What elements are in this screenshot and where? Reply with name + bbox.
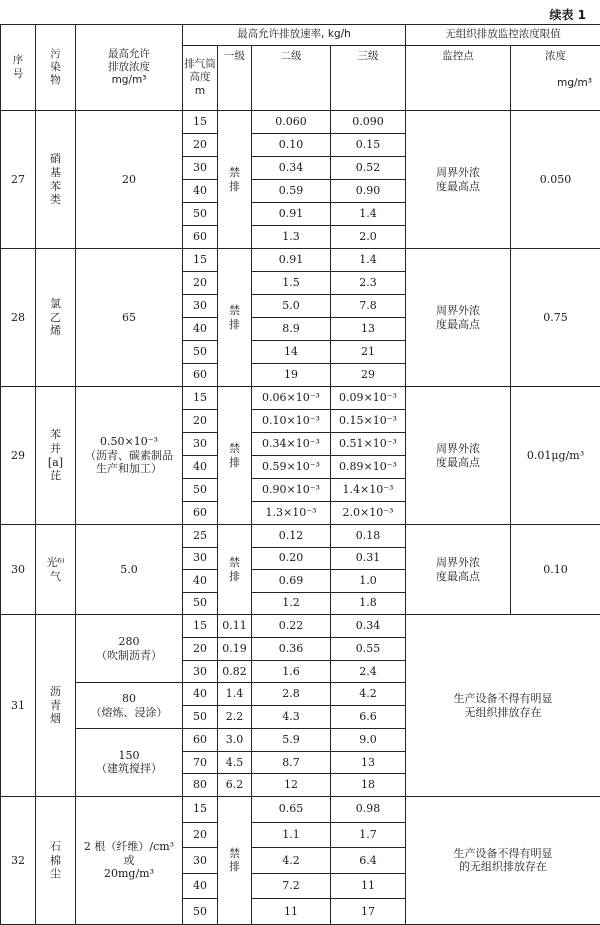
grade3-value: 0.90	[331, 180, 406, 203]
stack-height: 30	[183, 660, 218, 683]
grade1-value: 0.82	[218, 660, 252, 683]
grade3-value: 4.2	[331, 683, 406, 706]
grade3-value: 29	[331, 364, 406, 387]
grade2-value: 0.90×10⁻³	[252, 479, 331, 502]
grade3-value: 11	[331, 873, 406, 899]
table-row	[1, 111, 600, 134]
stack-height: 40	[183, 180, 218, 203]
row-seq: 29	[1, 387, 36, 525]
row-max-conc: 20	[76, 111, 183, 249]
grade1-banned: 禁 排	[218, 387, 252, 525]
grade2-value: 0.59	[252, 180, 331, 203]
emission-standard-table	[0, 24, 600, 925]
grade2-value: 5.9	[252, 728, 331, 751]
grade3-value: 0.15	[331, 134, 406, 157]
monitor-point: 周界外浓 度最高点	[406, 111, 511, 249]
stack-height: 15	[183, 249, 218, 272]
grade3-value: 0.34	[331, 615, 406, 638]
grade1-value: 3.0	[218, 728, 252, 751]
stack-height: 60	[183, 364, 218, 387]
grade3-value: 0.18	[331, 525, 406, 548]
fugitive-note: 生产设备不得有明显 的无组织排放存在	[406, 797, 600, 925]
header-grade3: 三级	[331, 46, 406, 111]
stack-height: 30	[183, 295, 218, 318]
grade3-value: 0.52	[331, 157, 406, 180]
grade1-banned: 禁 排	[218, 111, 252, 249]
grade3-value: 2.3	[331, 272, 406, 295]
grade2-value: 0.34×10⁻³	[252, 433, 331, 456]
stack-height: 20	[183, 822, 218, 848]
header-seq: 序 号	[1, 25, 36, 111]
grade2-value: 1.3×10⁻³	[252, 502, 331, 525]
row-pollutant: 石 棉 尘	[36, 797, 76, 925]
grade3-value: 0.090	[331, 111, 406, 134]
grade3-value: 13	[331, 318, 406, 341]
grade3-value: 0.09×10⁻³	[331, 387, 406, 410]
grade2-value: 0.65	[252, 797, 331, 823]
stack-height: 15	[183, 111, 218, 134]
grade3-value: 6.4	[331, 848, 406, 874]
grade2-value: 0.91	[252, 249, 331, 272]
stack-height: 80	[183, 774, 218, 797]
row-pollutant: 硝 基 苯 类	[36, 111, 76, 249]
grade2-value: 12	[252, 774, 331, 797]
grade1-banned: 禁 排	[218, 525, 252, 615]
grade3-value: 1.4×10⁻³	[331, 479, 406, 502]
stack-height: 40	[183, 570, 218, 593]
grade2-value: 1.6	[252, 660, 331, 683]
grade2-value: 8.9	[252, 318, 331, 341]
header-conc-label: 浓度	[511, 50, 600, 63]
grade2-value: 0.10×10⁻³	[252, 410, 331, 433]
row-max-conc-item: 80 （熔炼、浸涂）	[76, 683, 183, 729]
monitor-point: 周界外浓 度最高点	[406, 249, 511, 387]
header-monitor: 监控点	[406, 46, 511, 111]
row-pollutant: 沥 青 烟	[36, 615, 76, 797]
stack-height: 40	[183, 873, 218, 899]
grade2-value: 0.91	[252, 203, 331, 226]
grade3-value: 2.0×10⁻³	[331, 502, 406, 525]
continued-label: 续表 1	[549, 6, 586, 23]
grade3-value: 9.0	[331, 728, 406, 751]
row-seq: 30	[1, 525, 36, 615]
stack-height: 60	[183, 226, 218, 249]
grade1-banned: 禁 排	[218, 797, 252, 925]
stack-height: 30	[183, 433, 218, 456]
grade2-value: 0.34	[252, 157, 331, 180]
fugitive-conc: 0.050	[511, 111, 600, 249]
header-pollutant: 污 染 物	[36, 25, 76, 111]
row-pollutant: 氯 乙 烯	[36, 249, 76, 387]
grade2-value: 1.2	[252, 592, 331, 615]
header-conc	[511, 46, 600, 111]
grade3-value: 0.51×10⁻³	[331, 433, 406, 456]
stack-height: 60	[183, 502, 218, 525]
row-max-conc: 2 根（纤维）/cm³ 或 20mg/m³	[76, 797, 183, 925]
grade3-value: 7.8	[331, 295, 406, 318]
row-max-conc-item: 280 （吹制沥青）	[76, 615, 183, 683]
grade1-value: 0.19	[218, 637, 252, 660]
table-row	[1, 387, 600, 410]
grade2-value: 2.8	[252, 683, 331, 706]
grade2-value: 11	[252, 899, 331, 925]
stack-height: 40	[183, 456, 218, 479]
stack-height: 60	[183, 728, 218, 751]
grade2-value: 19	[252, 364, 331, 387]
row-seq: 31	[1, 615, 36, 797]
table-row	[1, 249, 600, 272]
stack-height: 20	[183, 410, 218, 433]
grade3-value: 0.89×10⁻³	[331, 456, 406, 479]
row-seq: 27	[1, 111, 36, 249]
grade2-value: 0.69	[252, 570, 331, 593]
grade2-value: 5.0	[252, 295, 331, 318]
header-rate: 最高允许排放速率, kg/h	[183, 25, 406, 46]
header-max-conc: 最高允许 排放浓度 mg/m³	[76, 25, 183, 111]
fugitive-conc: 0.01μg/m³	[511, 387, 600, 525]
grade2-value: 0.12	[252, 525, 331, 548]
grade1-value: 1.4	[218, 683, 252, 706]
stack-height: 50	[183, 479, 218, 502]
fugitive-conc: 0.10	[511, 525, 600, 615]
table-row	[1, 615, 600, 638]
grade2-value: 8.7	[252, 751, 331, 774]
stack-height: 25	[183, 525, 218, 548]
grade3-value: 13	[331, 751, 406, 774]
grade3-value: 17	[331, 899, 406, 925]
grade1-value: 6.2	[218, 774, 252, 797]
stack-height: 50	[183, 706, 218, 729]
grade2-value: 1.1	[252, 822, 331, 848]
grade3-value: 21	[331, 341, 406, 364]
grade2-value: 0.10	[252, 134, 331, 157]
grade1-value: 4.5	[218, 751, 252, 774]
stack-height: 20	[183, 134, 218, 157]
stack-height: 15	[183, 615, 218, 638]
stack-height: 40	[183, 318, 218, 341]
grade2-value: 1.3	[252, 226, 331, 249]
header-stack-height: 排气筒 高度 m	[183, 46, 218, 111]
grade3-value: 0.15×10⁻³	[331, 410, 406, 433]
grade3-value: 1.7	[331, 822, 406, 848]
table-row	[1, 797, 600, 823]
grade3-value: 1.0	[331, 570, 406, 593]
stack-height: 50	[183, 203, 218, 226]
monitor-point: 周界外浓 度最高点	[406, 387, 511, 525]
stack-height: 50	[183, 592, 218, 615]
header-fugitive: 无组织排放监控浓度限值	[406, 25, 600, 46]
row-max-conc: 65	[76, 249, 183, 387]
stack-height: 15	[183, 797, 218, 823]
fugitive-note: 生产设备不得有明显 无组织排放存在	[406, 615, 600, 797]
stack-height: 20	[183, 637, 218, 660]
grade2-value: 7.2	[252, 873, 331, 899]
grade3-value: 1.4	[331, 249, 406, 272]
grade1-value: 0.11	[218, 615, 252, 638]
header-grade2: 二级	[252, 46, 331, 111]
grade3-value: 0.98	[331, 797, 406, 823]
grade2-value: 14	[252, 341, 331, 364]
grade3-value: 2.4	[331, 660, 406, 683]
header-grade1: 一级	[218, 46, 252, 111]
stack-height: 30	[183, 848, 218, 874]
grade3-value: 6.6	[331, 706, 406, 729]
monitor-point: 周界外浓 度最高点	[406, 525, 511, 615]
stack-height: 15	[183, 387, 218, 410]
stack-height: 70	[183, 751, 218, 774]
grade2-value: 0.06×10⁻³	[252, 387, 331, 410]
row-seq: 32	[1, 797, 36, 925]
fugitive-conc: 0.75	[511, 249, 600, 387]
grade1-banned: 禁 排	[218, 249, 252, 387]
grade2-value: 0.22	[252, 615, 331, 638]
grade3-value: 2.0	[331, 226, 406, 249]
row-pollutant: 苯 并 [a] 芘	[36, 387, 76, 525]
row-max-conc-item: 150 （建筑搅拌）	[76, 728, 183, 796]
stack-height: 30	[183, 157, 218, 180]
grade2-value: 4.2	[252, 848, 331, 874]
stack-height: 50	[183, 341, 218, 364]
grade2-value: 0.20	[252, 547, 331, 570]
grade1-value: 2.2	[218, 706, 252, 729]
stack-height: 30	[183, 547, 218, 570]
grade3-value: 1.8	[331, 592, 406, 615]
header-conc-unit: mg/m³	[511, 77, 600, 90]
row-pollutant: 光⁶⁾ 气	[36, 525, 76, 615]
grade3-value: 18	[331, 774, 406, 797]
grade3-value: 0.55	[331, 637, 406, 660]
grade2-value: 0.36	[252, 637, 331, 660]
row-seq: 28	[1, 249, 36, 387]
grade2-value: 1.5	[252, 272, 331, 295]
grade3-value: 1.4	[331, 203, 406, 226]
stack-height: 50	[183, 899, 218, 925]
table-row	[1, 525, 600, 548]
row-max-conc: 0.50×10⁻³ （沥青、碳素制品 生产和加工）	[76, 387, 183, 525]
stack-height: 20	[183, 272, 218, 295]
grade2-value: 0.060	[252, 111, 331, 134]
row-max-conc: 5.0	[76, 525, 183, 615]
stack-height: 40	[183, 683, 218, 706]
grade2-value: 0.59×10⁻³	[252, 456, 331, 479]
grade2-value: 4.3	[252, 706, 331, 729]
grade3-value: 0.31	[331, 547, 406, 570]
